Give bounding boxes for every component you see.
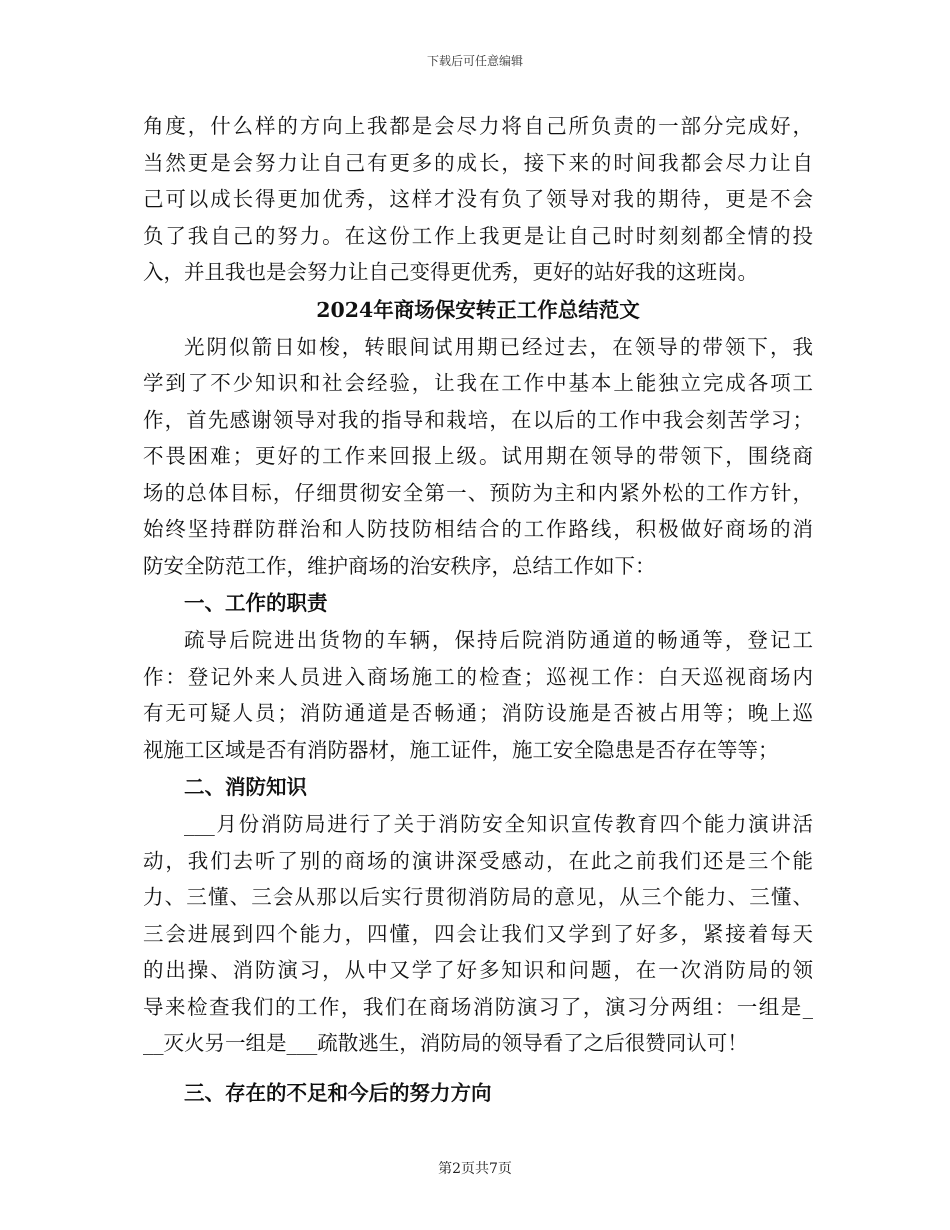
document-title: 2024年商场保安转正工作总结范文	[316, 297, 640, 322]
paragraph-line: 疏导后院进出货物的车辆，保持后院消防通道的畅通等，登记工	[184, 628, 813, 652]
document-body	[143, 108, 813, 1112]
paragraph-line: 力、三懂、三会从那以后实行贯彻消防局的意见，从三个能力、三懂、	[143, 885, 813, 909]
section-heading-2: 二、消防知识	[184, 775, 307, 799]
paragraph-line: 的出操、消防演习，从中又学了好多知识和问题，在一次消防局的领	[143, 958, 813, 982]
paragraph-line: 己可以成长得更加优秀，这样才没有负了领导对我的期待，更是不会	[143, 187, 813, 211]
paragraph-line: 学到了不少知识和社会经验，让我在工作中基本上能独立完成各项工	[143, 371, 813, 395]
paragraph-line: 光阴似箭日如梭，转眼间试用期已经过去，在领导的带领下，我	[184, 334, 813, 359]
paragraph-line: 三会进展到四个能力，四懂，四会让我们又学到了好多，紧接着每天	[143, 921, 813, 946]
page-number: 第2页共7页	[438, 1161, 512, 1177]
paragraph-2	[143, 622, 813, 768]
paragraph-line: 角度，什么样的方向上我都是会尽力将自己所负责的一部分完成好，	[143, 114, 813, 138]
paragraph-line: 有无可疑人员；消防通道是否畅通；消防设施是否被占用等；晚上巡	[143, 701, 813, 725]
paragraph-line: 不畏困难；更好的工作来回报上级。试用期在领导的带领下，围绕商	[143, 444, 813, 468]
intro-paragraph	[143, 108, 813, 291]
paragraph-line: 防安全防范工作，维护商场的治安秩序，总结工作如下：	[143, 553, 656, 578]
paragraph-line: 当然更是会努力让自己有更多的成长，接下来的时间我都会尽力让自	[143, 150, 813, 175]
paragraph-line: 作，首先感谢领导对我的指导和栽培，在以后的工作中我会刻苦学习；	[143, 407, 813, 432]
header-note: 下载后可任意编辑	[426, 54, 523, 68]
paragraph-line: 场的总体目标，仔细贯彻安全第一、预防为主和内紧外松的工作方针，	[143, 480, 813, 505]
paragraph-line: 作：登记外来人员进入商场施工的检查；巡视工作：白天巡视商场内	[143, 664, 813, 689]
paragraph-1	[143, 329, 813, 585]
paragraph-line: 负了我自己的努力。在这份工作上我更是让自己时时刻刻都全情的投	[143, 223, 813, 248]
paragraph-line: 入，并且我也是会努力让自己变得更优秀，更好的站好我的这班岗。	[143, 260, 758, 284]
section-heading-1: 一、工作的职责	[184, 591, 328, 615]
paragraph-line: __灭火另一组是___疏散逃生，消防局的领导看了之后很赞同认可！	[143, 1031, 748, 1055]
section-heading-3: 三、存在的不足和今后的努力方向	[184, 1080, 492, 1105]
paragraph-line: 始终坚持群防群治和人防技防相结合的工作路线，积极做好商场的消	[143, 517, 813, 541]
paragraph-line: 导来检查我们的工作，我们在商场消防演习了，演习分两组：一组是_	[143, 994, 813, 1019]
paragraph-3	[143, 806, 813, 1062]
paragraph-line: 视施工区域是否有消防器材，施工证件，施工安全隐患是否存在等等；	[143, 737, 779, 762]
paragraph-line: 动，我们去听了别的商场的演讲深受感动，在此之前我们还是三个能	[143, 848, 813, 873]
paragraph-line: ___月份消防局进行了关于消防安全知识宣传教育四个能力演讲活	[184, 812, 813, 836]
